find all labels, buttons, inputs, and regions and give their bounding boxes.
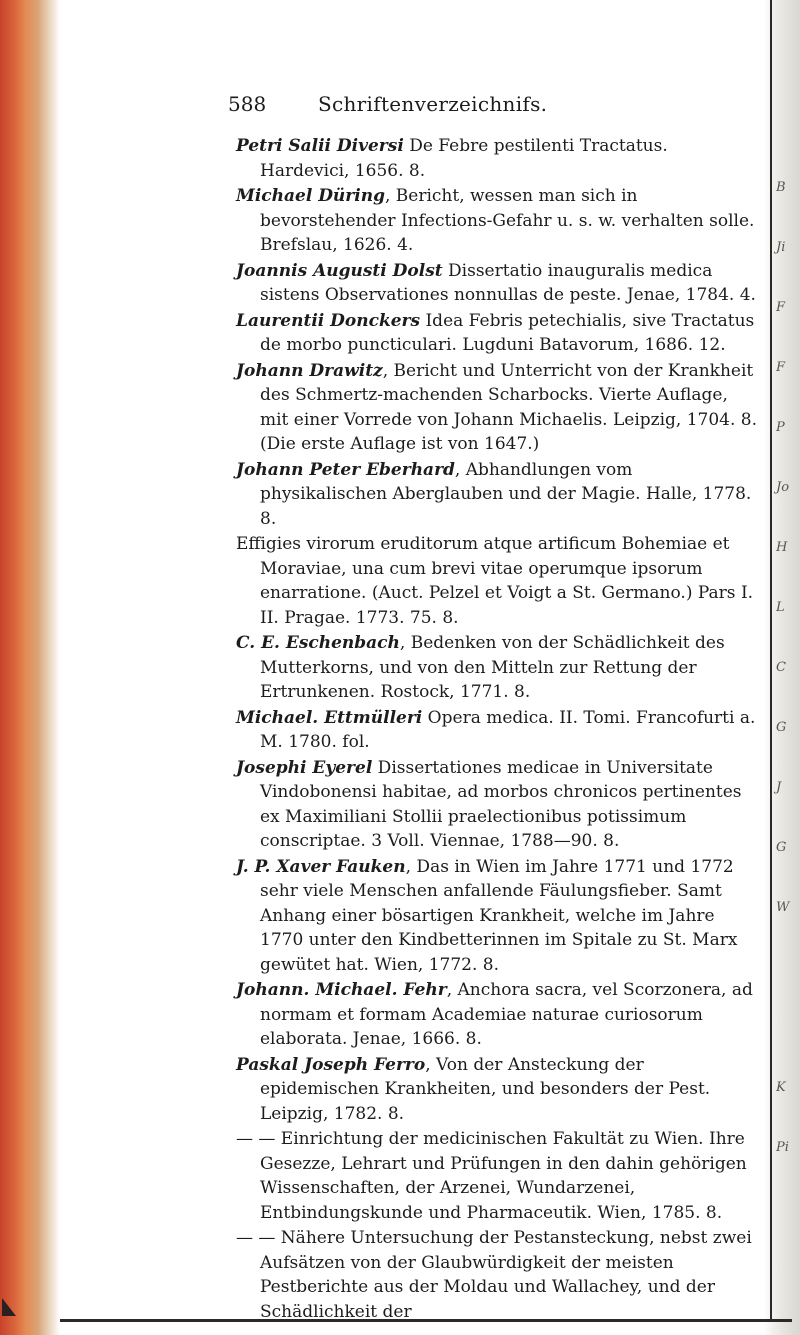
entry-text: De Febre pestilenti Tractatus. Hardevici, 1656. 8. — [260, 136, 668, 181]
edge-letter: W — [776, 900, 790, 915]
book-binding-edge — [0, 0, 60, 1335]
bibliography-entry — [236, 309, 758, 358]
entry-author: Johann Peter Eberhard — [236, 459, 455, 480]
bibliography-entry — [236, 458, 758, 532]
entry-text: , Das in Wien im Jahre 1771 und 1772 sehr viele Menschen anfallende Fäulungsfieber. Samt Anhang einer bösartigen Krankheit, welche im Jahre 1770 unter den Kindbetterinnen im Spitale zu St. Marx gewütet hat. Wien, 1772. 8. — [260, 856, 738, 975]
bibliography-entry — [236, 978, 758, 1052]
entry-text: , Anchora sacra, vel Scorzonera, ad normam et formam Academiae naturae curiosorum elaborata. Jenae, 1666. 8. — [260, 980, 753, 1049]
edge-letter: G — [776, 720, 787, 735]
binding-corner-mark — [2, 1298, 16, 1316]
edge-letter: B — [776, 180, 786, 195]
entry-text: Idea Febris petechialis, sive Tractatus de morbo puncticulari. Lugduni Batavorum, 1686. 12. — [260, 310, 755, 355]
bibliography-entry — [236, 259, 758, 308]
entry-text: , Abhandlungen vom physikalischen Aberglauben und der Magie. Halle, 1778. 8. — [260, 459, 752, 529]
entry-author: Michael Düring — [236, 186, 385, 206]
edge-letter: C — [776, 660, 786, 675]
edge-letter: H — [776, 540, 788, 555]
entry-author: Joannis Augusti Dolst — [236, 260, 443, 281]
entry-text: , Bericht, wessen man sich in bevorstehender Infections-Gefahr u. s. w. verhalten solle. Brefslau, 1626. 4. — [260, 186, 755, 255]
entry-author: — — — [236, 1228, 276, 1248]
bibliography-entry — [236, 134, 758, 183]
entry-text: Dissertatio inauguralis medica sistens Observationes nonnullas de peste. Jenae, 1784. 4. — [260, 260, 756, 305]
entry-text: , Bedenken von der Schädlichkeit des Mutterkorns, und von den Mitteln zur Rettung der Ertrunkenen. Rostock, 1771. 8. — [260, 633, 725, 702]
edge-letter: K — [776, 1080, 786, 1095]
entry-author: Laurentii Donckers — [236, 310, 421, 331]
edge-letter — [776, 1020, 796, 1080]
entry-text: Opera medica. II. Tomi. Francofurti a. M. 1780. fol. — [260, 707, 756, 752]
edge-letter: J — [776, 780, 782, 795]
edge-letter: Jo — [776, 480, 790, 495]
running-title: Schriftenverzeichnifs. — [318, 92, 548, 116]
entry-text: Dissertationes medicae in Universitate Vindobonensi habitae, ad morbos chronicos pertinentes ex Maximiliani Stollii praelectionibus potissimum conscriptae. 3 Voll. Viennae, 1788—90. 8. — [260, 757, 742, 851]
entry-author: — — — [236, 1129, 276, 1149]
bibliography-entry — [236, 1226, 758, 1324]
page-number: 588 — [228, 92, 267, 116]
entry-author: Johann Drawitz — [236, 360, 383, 381]
edge-letter: F — [776, 360, 786, 375]
edge-letter: F — [776, 300, 786, 315]
bibliography-entry — [236, 1127, 758, 1225]
entry-author: C. E. Eschenbach — [236, 633, 400, 653]
page-edge-line — [770, 0, 772, 1320]
bibliography-entry — [236, 631, 758, 705]
bibliography-entry — [236, 1053, 758, 1127]
bibliography-list — [236, 134, 758, 1325]
entry-text: Effigies virorum eruditorum atque artificum Bohemiae et Moraviae, una cum brevi vitae operumque ipsorum enarratione. (Auct. Pelzel et Voigt a St. Germano.) Pars I. II. Pragae. 1773. 75. 8. — [236, 534, 754, 628]
entry-author: Josephi Eyerel — [236, 757, 373, 778]
entry-author: Johann. Michael. Fehr — [236, 980, 447, 1000]
edge-letter: P — [776, 420, 785, 435]
edge-letter: L — [776, 600, 785, 615]
next-page-initials — [776, 180, 796, 1200]
entry-author: J. P. Xaver Fauken — [236, 856, 406, 877]
edge-letter: Pi — [776, 1140, 789, 1155]
entry-text: , Von der Ansteckung der epidemischen Krankheiten, und besonders der Pest. Leipzig, 1782. 8. — [260, 1054, 711, 1124]
edge-letter — [776, 960, 796, 1020]
entry-text: Nähere Untersuchung der Pestansteckung, nebst zwei Aufsätzen von der Glaubwürdigkeit der meisten Pestberichte aus der Moldau und Wallachey, und der Schädlichkeit der — [260, 1228, 752, 1322]
edge-letter: Ji — [776, 240, 786, 255]
bibliography-entry — [236, 184, 758, 258]
entry-author: Michael. Ettmülleri — [236, 707, 423, 728]
edge-letter: G — [776, 840, 787, 855]
bibliography-entry — [236, 756, 758, 854]
bibliography-entry — [236, 532, 758, 630]
entry-text: Einrichtung der medicinischen Fakultät zu Wien. Ihre Gesezze, Lehrart und Prüfungen in den dahin gehörigen Wissenschaften, der Arzenei, Wundarzenei, Entbindungskunde und Pharmaceutik. Wien, 1785. 8. — [260, 1129, 747, 1223]
bibliography-entry — [236, 706, 758, 755]
entry-text: , Bericht und Unterricht von der Krankheit des Schmertz-machenden Scharbocks. Vierte Auflage, mit einer Vorrede von Johann Michaelis. Leipzig, 1704. 8. (Die erste Auflage ist von 1647.) — [260, 360, 758, 454]
entry-author: Petri Salii Diversi — [236, 136, 404, 156]
bibliography-entry — [236, 359, 758, 457]
entry-author: Paskal Joseph Ferro — [236, 1054, 426, 1075]
bibliography-entry — [236, 855, 758, 978]
